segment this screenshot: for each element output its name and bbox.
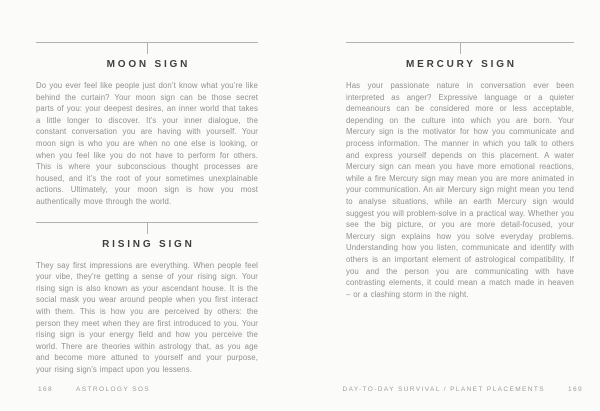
divider-tick (460, 43, 461, 54)
chapter-title: DAY-TO-DAY SURVIVAL / PLANET PLACEMENTS (342, 386, 545, 393)
section-divider (346, 42, 574, 56)
section-divider (36, 42, 258, 56)
divider-tick (147, 223, 148, 234)
section-mercury-sign (346, 42, 574, 300)
section-divider (36, 222, 258, 236)
left-page-footer (38, 386, 150, 393)
section-body-moon-sign: Do you ever feel like people just don’t know what you’re like behind the curtain? Your moon sign can be those secret parts of you: your deepest desires, an inner world that takes a little longer to discover. It’s your inner dialogue, the constant conversation you are having with yourself. Your moon sign is who you are when no one else is looking, or when you feel like you do not have to perform for others. This is where your subconscious thought processes are housed, and it’s the root of your sometimes unexplainable actions. Ultimately, your moon sign is how you most authentically move through the world. (36, 81, 258, 206)
right-page-number: 169 (567, 386, 583, 393)
section-rising-sign (36, 222, 258, 376)
divider-tick (147, 43, 148, 54)
left-page (36, 0, 258, 375)
section-moon-sign (36, 42, 258, 208)
section-heading-mercury-sign: MERCURY SIGN (405, 59, 517, 70)
book-title: ASTROLOGY SOS (76, 386, 151, 393)
left-page-number: 168 (38, 386, 54, 393)
right-page-footer (342, 386, 583, 393)
section-body-rising-sign: They say first impressions are everything. When people feel your vibe, they’re getting a sense of your rising sign. Your rising sign is also known as your ascendant house. It is the social mask you wear around people when you first interact with them. This is how you are perceived by others: the person they meet when they are first introduced to you. Your rising sign is your energy field and how you perceive the world. There are theories within astrology that, as you age and become more attuned to yourself and your purpose, your rising sign’s impact upon you lessens. (36, 260, 258, 374)
right-page (346, 0, 574, 300)
section-body-mercury-sign: Has your passionate nature in conversation ever been interpreted as anger? Expressive language or a quieter demeanours can be considered more or less acceptable, depending on the culture into which you are born. Your Mercury sign is the motivator for how you communicate and process information. The manner in which you talk to others and express yourself depends on this placement. A water Mercury sign can mean you have more emotional reactions, while a fire Mercury sign may mean you are more animated in your communication. An air Mercury sign might mean you tend to analyse situations, while an earth Mercury sign would suggest you will problem-solve in a practical way. Whether you see the big picture, or you are more detail-focused, your Mercury sign explains how you solve everyday problems. Understanding how you listen, communicate and identify with others is an important element of astrological compatibility. If you and the person you are communicating with have contrasting elements, it could mean a match made in heaven – or a clashing storm in the night. (346, 81, 574, 299)
section-heading-moon-sign: MOON SIGN (106, 59, 191, 70)
section-heading-rising-sign: RISING SIGN (102, 238, 195, 250)
